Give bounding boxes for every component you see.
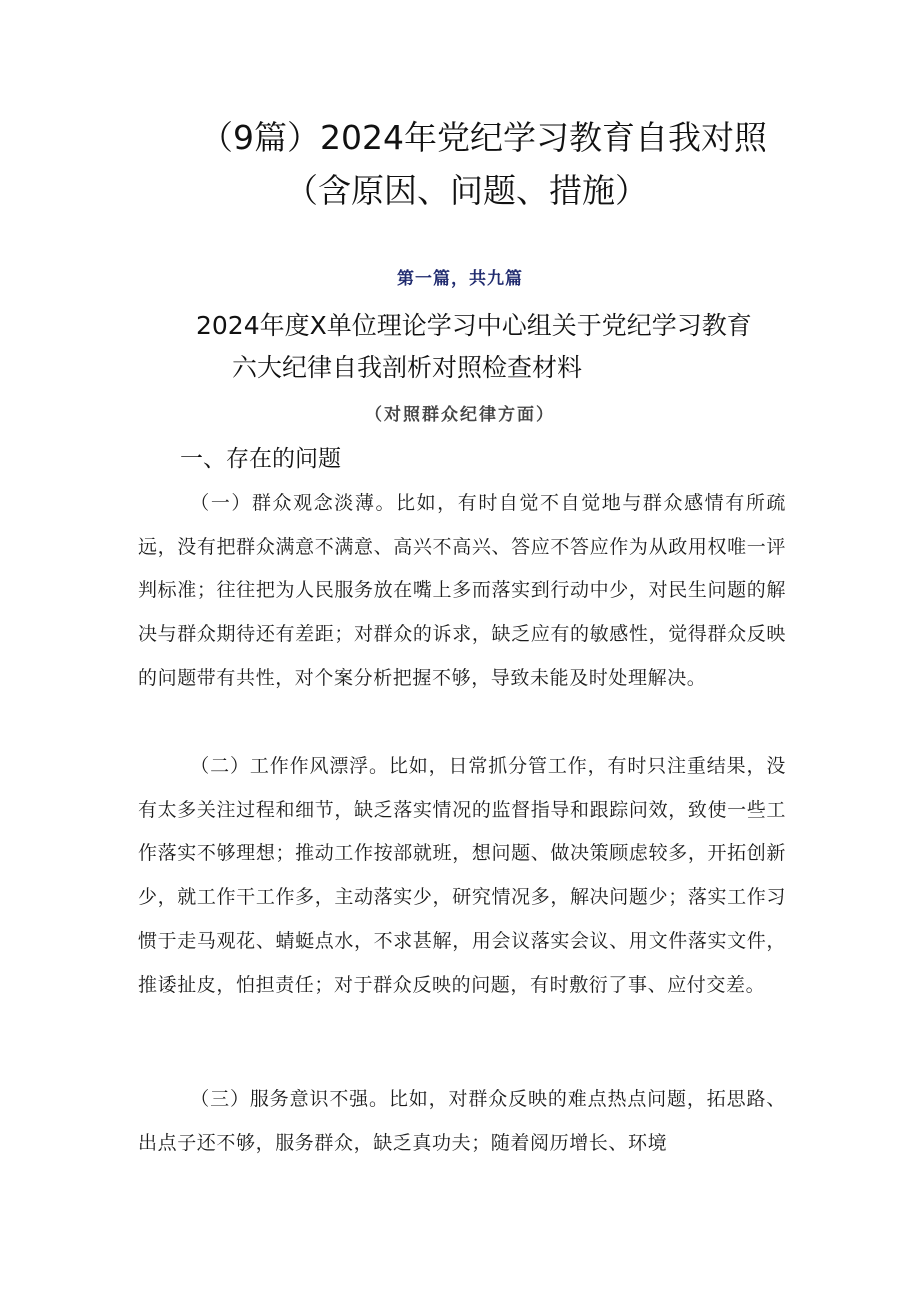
document-title-line-1: （9篇）2024年党纪学习教育自我对照	[200, 118, 767, 157]
paragraph-3: （三）服务意识不强。比如，对群众反映的难点热点问题，拓思路、出点子还不够，服务群众，缺乏真功夫；随着阅历增长、环境	[138, 1088, 786, 1154]
heading-existing-problems: 一、存在的问题	[180, 446, 341, 472]
paragraph-1: （一）群众观念淡薄。比如，有时自觉不自觉地与群众感情有所疏远，没有把群众满意不满意、高兴不高兴、答应不答应作为从政用权唯一评判标准；往往把为人民服务放在嘴上多而落实到行动中少，对民生问题的解决与群众期待还有差距；对群众的诉求，缺乏应有的敏感性，觉得群众反映的问题带有共性，对个案分析把握不够，导致未能及时处理解决。	[138, 492, 786, 689]
section-label: 第一篇，共九篇	[397, 269, 523, 289]
subtitle-line-1: 2024年度X单位理论学习中心组关于党纪学习教育	[196, 311, 752, 340]
subtitle-line-2: 六大纪律自我剖析对照检查材料	[232, 353, 583, 382]
subtitle-note: （对照群众纪律方面）	[365, 405, 555, 425]
document-title-line-2: （含原因、问题、措施）	[285, 171, 648, 210]
paragraph-2: （二）工作作风漂浮。比如，日常抓分管工作，有时只注重结果，没有太多关注过程和细节，缺乏落实情况的监督指导和跟踪问效，致使一些工作落实不够理想；推动工作按部就班，想问题、做决策顾虑较多，开拓创新少，就工作干工作多，主动落实少，研究情况多，解决问题少；落实工作习惯于走马观花、蜻蜓点水，不求甚解，用会议落实会议、用文件落实文件，推诿扯皮，怕担责任；对于群众反映的问题，有时敷衍了事、应付交差。	[138, 755, 786, 996]
